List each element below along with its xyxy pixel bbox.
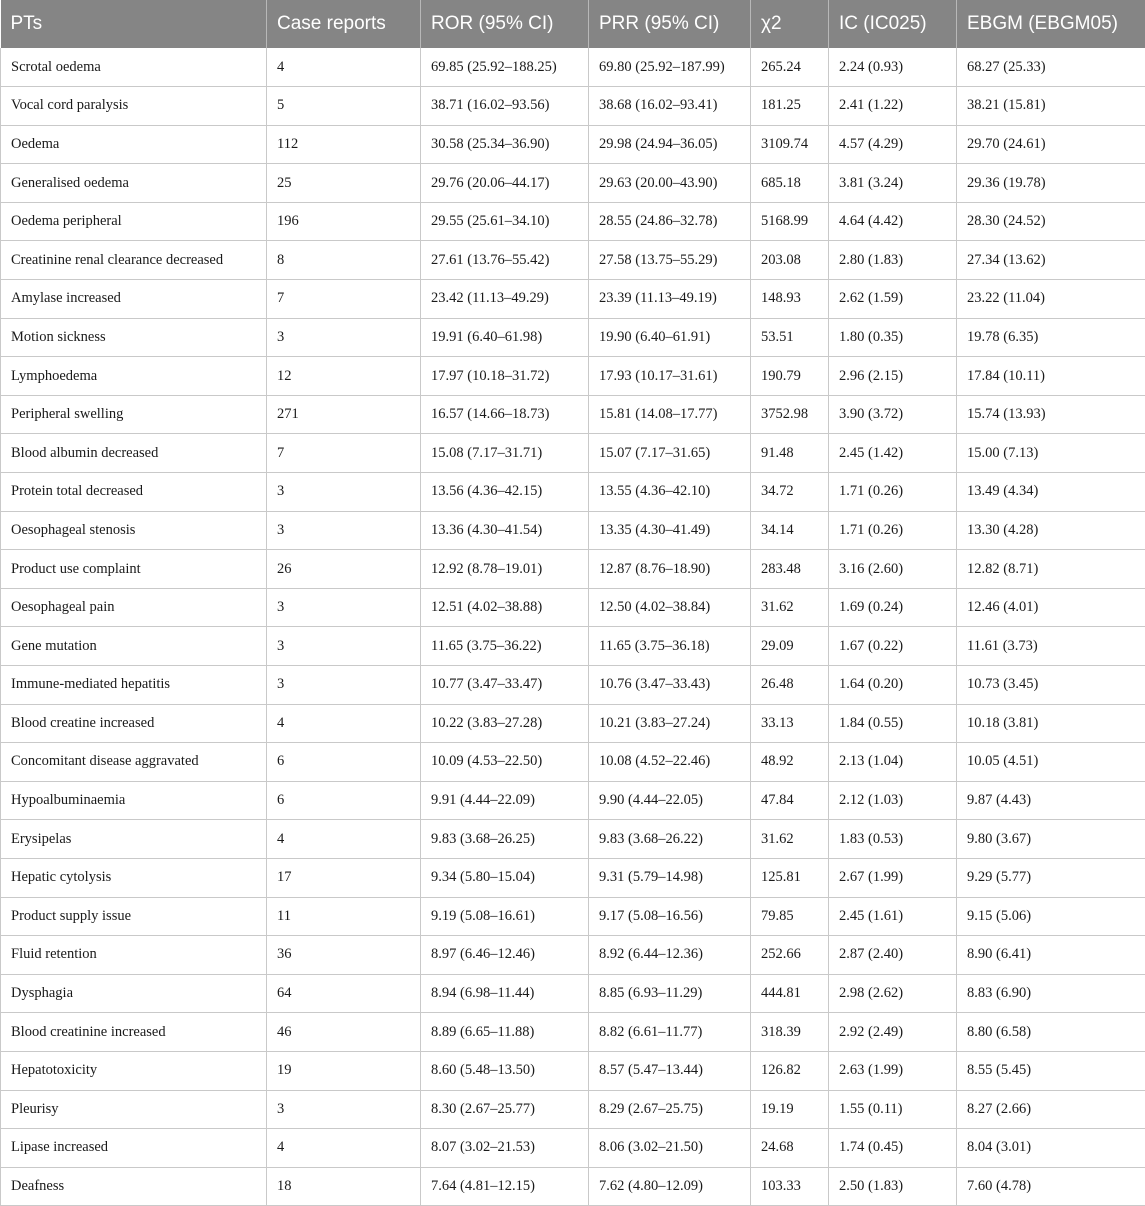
prr-cell: 29.63 (20.00–43.90)	[589, 164, 751, 203]
table-row	[1, 202, 1145, 241]
ror-cell: 7.64 (4.81–12.15)	[421, 1167, 589, 1206]
ror-cell: 17.97 (10.18–31.72)	[421, 357, 589, 396]
table-row	[1, 87, 1145, 126]
ic-cell: 4.57 (4.29)	[829, 125, 957, 164]
prr-cell: 12.50 (4.02–38.84)	[589, 588, 751, 627]
prr-cell: 8.57 (5.47–13.44)	[589, 1051, 751, 1090]
pt-cell: Erysipelas	[1, 820, 267, 859]
ic-cell: 2.50 (1.83)	[829, 1167, 957, 1206]
pt-cell: Hepatic cytolysis	[1, 858, 267, 897]
table-row	[1, 550, 1145, 589]
ror-cell: 12.92 (8.78–19.01)	[421, 550, 589, 589]
pt-cell: Peripheral swelling	[1, 395, 267, 434]
table-row	[1, 1167, 1145, 1206]
table-row	[1, 164, 1145, 203]
pt-cell: Vocal cord paralysis	[1, 87, 267, 126]
ebgm-cell: 10.18 (3.81)	[957, 704, 1145, 743]
ebgm-cell: 9.87 (4.43)	[957, 781, 1145, 820]
case-reports-cell: 3	[267, 666, 421, 705]
pt-cell: Lymphoedema	[1, 357, 267, 396]
table-row	[1, 48, 1145, 87]
ror-cell: 27.61 (13.76–55.42)	[421, 241, 589, 280]
ror-cell: 16.57 (14.66–18.73)	[421, 395, 589, 434]
table-row	[1, 1013, 1145, 1052]
table-body	[1, 48, 1145, 1206]
ic-cell: 1.74 (0.45)	[829, 1129, 957, 1168]
ic-cell: 1.67 (0.22)	[829, 627, 957, 666]
pt-cell: Scrotal oedema	[1, 48, 267, 87]
table-row	[1, 395, 1145, 434]
case-reports-cell: 25	[267, 164, 421, 203]
table-row	[1, 858, 1145, 897]
header-row	[1, 0, 1145, 48]
ic-cell: 2.92 (2.49)	[829, 1013, 957, 1052]
table-row	[1, 511, 1145, 550]
ic-cell: 2.41 (1.22)	[829, 87, 957, 126]
case-reports-cell: 3	[267, 511, 421, 550]
chi-square-cell: 3109.74	[751, 125, 829, 164]
pt-cell: Blood creatine increased	[1, 704, 267, 743]
ebgm-cell: 8.80 (6.58)	[957, 1013, 1145, 1052]
pt-cell: Oesophageal stenosis	[1, 511, 267, 550]
case-reports-cell: 4	[267, 704, 421, 743]
ror-cell: 9.83 (3.68–26.25)	[421, 820, 589, 859]
prr-cell: 7.62 (4.80–12.09)	[589, 1167, 751, 1206]
prr-cell: 15.07 (7.17–31.65)	[589, 434, 751, 473]
chi-square-cell: 31.62	[751, 588, 829, 627]
ror-cell: 8.07 (3.02–21.53)	[421, 1129, 589, 1168]
ebgm-cell: 9.80 (3.67)	[957, 820, 1145, 859]
case-reports-cell: 17	[267, 858, 421, 897]
chi-square-cell: 91.48	[751, 434, 829, 473]
ror-cell: 10.22 (3.83–27.28)	[421, 704, 589, 743]
chi-square-cell: 33.13	[751, 704, 829, 743]
table-row	[1, 1129, 1145, 1168]
column-header-chi-square: χ2	[751, 0, 829, 48]
ic-cell: 2.62 (1.59)	[829, 280, 957, 319]
ebgm-cell: 8.55 (5.45)	[957, 1051, 1145, 1090]
ebgm-cell: 9.29 (5.77)	[957, 858, 1145, 897]
pt-cell: Product supply issue	[1, 897, 267, 936]
ror-cell: 13.36 (4.30–41.54)	[421, 511, 589, 550]
ic-cell: 1.71 (0.26)	[829, 473, 957, 512]
table-header	[1, 0, 1145, 48]
case-reports-cell: 7	[267, 434, 421, 473]
ebgm-cell: 9.15 (5.06)	[957, 897, 1145, 936]
chi-square-cell: 47.84	[751, 781, 829, 820]
prr-cell: 28.55 (24.86–32.78)	[589, 202, 751, 241]
ror-cell: 11.65 (3.75–36.22)	[421, 627, 589, 666]
table-row	[1, 318, 1145, 357]
ic-cell: 2.87 (2.40)	[829, 936, 957, 975]
ebgm-cell: 29.70 (24.61)	[957, 125, 1145, 164]
table-row	[1, 936, 1145, 975]
chi-square-cell: 318.39	[751, 1013, 829, 1052]
case-reports-cell: 19	[267, 1051, 421, 1090]
ror-cell: 29.76 (20.06–44.17)	[421, 164, 589, 203]
pt-cell: Blood creatinine increased	[1, 1013, 267, 1052]
ic-cell: 2.13 (1.04)	[829, 743, 957, 782]
ror-cell: 69.85 (25.92–188.25)	[421, 48, 589, 87]
case-reports-cell: 26	[267, 550, 421, 589]
ic-cell: 2.80 (1.83)	[829, 241, 957, 280]
chi-square-cell: 283.48	[751, 550, 829, 589]
chi-square-cell: 148.93	[751, 280, 829, 319]
pt-cell: Oesophageal pain	[1, 588, 267, 627]
table-row	[1, 820, 1145, 859]
ror-cell: 38.71 (16.02–93.56)	[421, 87, 589, 126]
prr-cell: 9.31 (5.79–14.98)	[589, 858, 751, 897]
ebgm-cell: 23.22 (11.04)	[957, 280, 1145, 319]
table-row	[1, 743, 1145, 782]
chi-square-cell: 79.85	[751, 897, 829, 936]
prr-cell: 9.90 (4.44–22.05)	[589, 781, 751, 820]
pt-cell: Dysphagia	[1, 974, 267, 1013]
ic-cell: 2.12 (1.03)	[829, 781, 957, 820]
chi-square-cell: 48.92	[751, 743, 829, 782]
column-header-ic: IC (IC025)	[829, 0, 957, 48]
ror-cell: 12.51 (4.02–38.88)	[421, 588, 589, 627]
prr-cell: 29.98 (24.94–36.05)	[589, 125, 751, 164]
ic-cell: 2.45 (1.61)	[829, 897, 957, 936]
case-reports-cell: 3	[267, 588, 421, 627]
table-row	[1, 1090, 1145, 1129]
chi-square-cell: 265.24	[751, 48, 829, 87]
table-row	[1, 434, 1145, 473]
prr-cell: 69.80 (25.92–187.99)	[589, 48, 751, 87]
prr-cell: 19.90 (6.40–61.91)	[589, 318, 751, 357]
ic-cell: 1.55 (0.11)	[829, 1090, 957, 1129]
pt-cell: Motion sickness	[1, 318, 267, 357]
ebgm-cell: 8.90 (6.41)	[957, 936, 1145, 975]
ebgm-cell: 7.60 (4.78)	[957, 1167, 1145, 1206]
case-reports-cell: 4	[267, 48, 421, 87]
chi-square-cell: 685.18	[751, 164, 829, 203]
case-reports-cell: 11	[267, 897, 421, 936]
prr-cell: 9.83 (3.68–26.22)	[589, 820, 751, 859]
ic-cell: 1.64 (0.20)	[829, 666, 957, 705]
chi-square-cell: 26.48	[751, 666, 829, 705]
case-reports-cell: 5	[267, 87, 421, 126]
ror-cell: 15.08 (7.17–31.71)	[421, 434, 589, 473]
table-row	[1, 781, 1145, 820]
table-row	[1, 627, 1145, 666]
prr-cell: 13.55 (4.36–42.10)	[589, 473, 751, 512]
ebgm-cell: 15.00 (7.13)	[957, 434, 1145, 473]
pt-cell: Gene mutation	[1, 627, 267, 666]
case-reports-cell: 3	[267, 627, 421, 666]
pt-cell: Hypoalbuminaemia	[1, 781, 267, 820]
chi-square-cell: 103.33	[751, 1167, 829, 1206]
ror-cell: 23.42 (11.13–49.29)	[421, 280, 589, 319]
table-row	[1, 666, 1145, 705]
ic-cell: 1.83 (0.53)	[829, 820, 957, 859]
case-reports-cell: 4	[267, 1129, 421, 1168]
ebgm-cell: 8.27 (2.66)	[957, 1090, 1145, 1129]
case-reports-cell: 3	[267, 473, 421, 512]
prr-cell: 8.92 (6.44–12.36)	[589, 936, 751, 975]
case-reports-cell: 3	[267, 318, 421, 357]
ic-cell: 3.81 (3.24)	[829, 164, 957, 203]
ror-cell: 8.60 (5.48–13.50)	[421, 1051, 589, 1090]
prr-cell: 11.65 (3.75–36.18)	[589, 627, 751, 666]
prr-cell: 10.76 (3.47–33.43)	[589, 666, 751, 705]
case-reports-cell: 7	[267, 280, 421, 319]
table-row	[1, 1051, 1145, 1090]
column-header-pts: PTs	[1, 0, 267, 48]
column-header-ebgm: EBGM (EBGM05)	[957, 0, 1145, 48]
ebgm-cell: 68.27 (25.33)	[957, 48, 1145, 87]
chi-square-cell: 34.14	[751, 511, 829, 550]
prr-cell: 23.39 (11.13–49.19)	[589, 280, 751, 319]
case-reports-cell: 18	[267, 1167, 421, 1206]
case-reports-cell: 6	[267, 781, 421, 820]
case-reports-cell: 3	[267, 1090, 421, 1129]
pt-cell: Oedema peripheral	[1, 202, 267, 241]
case-reports-cell: 12	[267, 357, 421, 396]
chi-square-cell: 29.09	[751, 627, 829, 666]
ebgm-cell: 17.84 (10.11)	[957, 357, 1145, 396]
chi-square-cell: 31.62	[751, 820, 829, 859]
ic-cell: 1.71 (0.26)	[829, 511, 957, 550]
prr-cell: 10.08 (4.52–22.46)	[589, 743, 751, 782]
ic-cell: 1.84 (0.55)	[829, 704, 957, 743]
ror-cell: 9.34 (5.80–15.04)	[421, 858, 589, 897]
ic-cell: 2.67 (1.99)	[829, 858, 957, 897]
case-reports-cell: 36	[267, 936, 421, 975]
pt-cell: Concomitant disease aggravated	[1, 743, 267, 782]
ror-cell: 8.94 (6.98–11.44)	[421, 974, 589, 1013]
ror-cell: 8.30 (2.67–25.77)	[421, 1090, 589, 1129]
prr-cell: 38.68 (16.02–93.41)	[589, 87, 751, 126]
chi-square-cell: 203.08	[751, 241, 829, 280]
pt-cell: Immune-mediated hepatitis	[1, 666, 267, 705]
prr-cell: 13.35 (4.30–41.49)	[589, 511, 751, 550]
pt-cell: Lipase increased	[1, 1129, 267, 1168]
ror-cell: 13.56 (4.36–42.15)	[421, 473, 589, 512]
pt-cell: Pleurisy	[1, 1090, 267, 1129]
ebgm-cell: 29.36 (19.78)	[957, 164, 1145, 203]
ror-cell: 10.77 (3.47–33.47)	[421, 666, 589, 705]
pt-cell: Product use complaint	[1, 550, 267, 589]
table-row	[1, 473, 1145, 512]
ebgm-cell: 28.30 (24.52)	[957, 202, 1145, 241]
chi-square-cell: 444.81	[751, 974, 829, 1013]
ror-cell: 9.19 (5.08–16.61)	[421, 897, 589, 936]
prr-cell: 8.29 (2.67–25.75)	[589, 1090, 751, 1129]
pt-cell: Blood albumin decreased	[1, 434, 267, 473]
ic-cell: 3.90 (3.72)	[829, 395, 957, 434]
chi-square-cell: 34.72	[751, 473, 829, 512]
ebgm-cell: 27.34 (13.62)	[957, 241, 1145, 280]
ic-cell: 2.45 (1.42)	[829, 434, 957, 473]
pt-cell: Generalised oedema	[1, 164, 267, 203]
ic-cell: 2.98 (2.62)	[829, 974, 957, 1013]
ic-cell: 2.63 (1.99)	[829, 1051, 957, 1090]
ebgm-cell: 15.74 (13.93)	[957, 395, 1145, 434]
ebgm-cell: 8.83 (6.90)	[957, 974, 1145, 1013]
prr-cell: 8.06 (3.02–21.50)	[589, 1129, 751, 1168]
chi-square-cell: 125.81	[751, 858, 829, 897]
ic-cell: 1.69 (0.24)	[829, 588, 957, 627]
pt-cell: Fluid retention	[1, 936, 267, 975]
pt-cell: Protein total decreased	[1, 473, 267, 512]
chi-square-cell: 53.51	[751, 318, 829, 357]
case-reports-cell: 46	[267, 1013, 421, 1052]
column-header-case-reports: Case reports	[267, 0, 421, 48]
ror-cell: 9.91 (4.44–22.09)	[421, 781, 589, 820]
chi-square-cell: 19.19	[751, 1090, 829, 1129]
pt-cell: Deafness	[1, 1167, 267, 1206]
column-header-prr: PRR (95% CI)	[589, 0, 751, 48]
prr-cell: 10.21 (3.83–27.24)	[589, 704, 751, 743]
ror-cell: 8.89 (6.65–11.88)	[421, 1013, 589, 1052]
case-reports-cell: 6	[267, 743, 421, 782]
ebgm-cell: 11.61 (3.73)	[957, 627, 1145, 666]
prr-cell: 8.82 (6.61–11.77)	[589, 1013, 751, 1052]
ror-cell: 19.91 (6.40–61.98)	[421, 318, 589, 357]
chi-square-cell: 3752.98	[751, 395, 829, 434]
chi-square-cell: 5168.99	[751, 202, 829, 241]
ic-cell: 1.80 (0.35)	[829, 318, 957, 357]
ebgm-cell: 12.82 (8.71)	[957, 550, 1145, 589]
prr-cell: 9.17 (5.08–16.56)	[589, 897, 751, 936]
column-header-ror: ROR (95% CI)	[421, 0, 589, 48]
pt-cell: Amylase increased	[1, 280, 267, 319]
table-row	[1, 241, 1145, 280]
prr-cell: 17.93 (10.17–31.61)	[589, 357, 751, 396]
chi-square-cell: 126.82	[751, 1051, 829, 1090]
chi-square-cell: 190.79	[751, 357, 829, 396]
table-row	[1, 357, 1145, 396]
case-reports-cell: 112	[267, 125, 421, 164]
ebgm-cell: 38.21 (15.81)	[957, 87, 1145, 126]
table-row	[1, 588, 1145, 627]
chi-square-cell: 252.66	[751, 936, 829, 975]
ror-cell: 8.97 (6.46–12.46)	[421, 936, 589, 975]
table-row	[1, 897, 1145, 936]
case-reports-cell: 64	[267, 974, 421, 1013]
ebgm-cell: 13.49 (4.34)	[957, 473, 1145, 512]
prr-cell: 12.87 (8.76–18.90)	[589, 550, 751, 589]
ic-cell: 3.16 (2.60)	[829, 550, 957, 589]
table-row	[1, 704, 1145, 743]
case-reports-cell: 4	[267, 820, 421, 859]
pt-cell: Hepatotoxicity	[1, 1051, 267, 1090]
prr-cell: 15.81 (14.08–17.77)	[589, 395, 751, 434]
chi-square-cell: 181.25	[751, 87, 829, 126]
ebgm-cell: 8.04 (3.01)	[957, 1129, 1145, 1168]
table-row	[1, 280, 1145, 319]
table-row	[1, 125, 1145, 164]
ebgm-cell: 13.30 (4.28)	[957, 511, 1145, 550]
table-row	[1, 974, 1145, 1013]
case-reports-cell: 271	[267, 395, 421, 434]
ic-cell: 2.24 (0.93)	[829, 48, 957, 87]
ror-cell: 29.55 (25.61–34.10)	[421, 202, 589, 241]
ic-cell: 2.96 (2.15)	[829, 357, 957, 396]
pt-cell: Oedema	[1, 125, 267, 164]
case-reports-cell: 8	[267, 241, 421, 280]
prr-cell: 27.58 (13.75–55.29)	[589, 241, 751, 280]
ebgm-cell: 10.73 (3.45)	[957, 666, 1145, 705]
ebgm-cell: 12.46 (4.01)	[957, 588, 1145, 627]
pt-cell: Creatinine renal clearance decreased	[1, 241, 267, 280]
ror-cell: 30.58 (25.34–36.90)	[421, 125, 589, 164]
ebgm-cell: 10.05 (4.51)	[957, 743, 1145, 782]
chi-square-cell: 24.68	[751, 1129, 829, 1168]
ebgm-cell: 19.78 (6.35)	[957, 318, 1145, 357]
case-reports-cell: 196	[267, 202, 421, 241]
prr-cell: 8.85 (6.93–11.29)	[589, 974, 751, 1013]
ic-cell: 4.64 (4.42)	[829, 202, 957, 241]
ror-cell: 10.09 (4.53–22.50)	[421, 743, 589, 782]
